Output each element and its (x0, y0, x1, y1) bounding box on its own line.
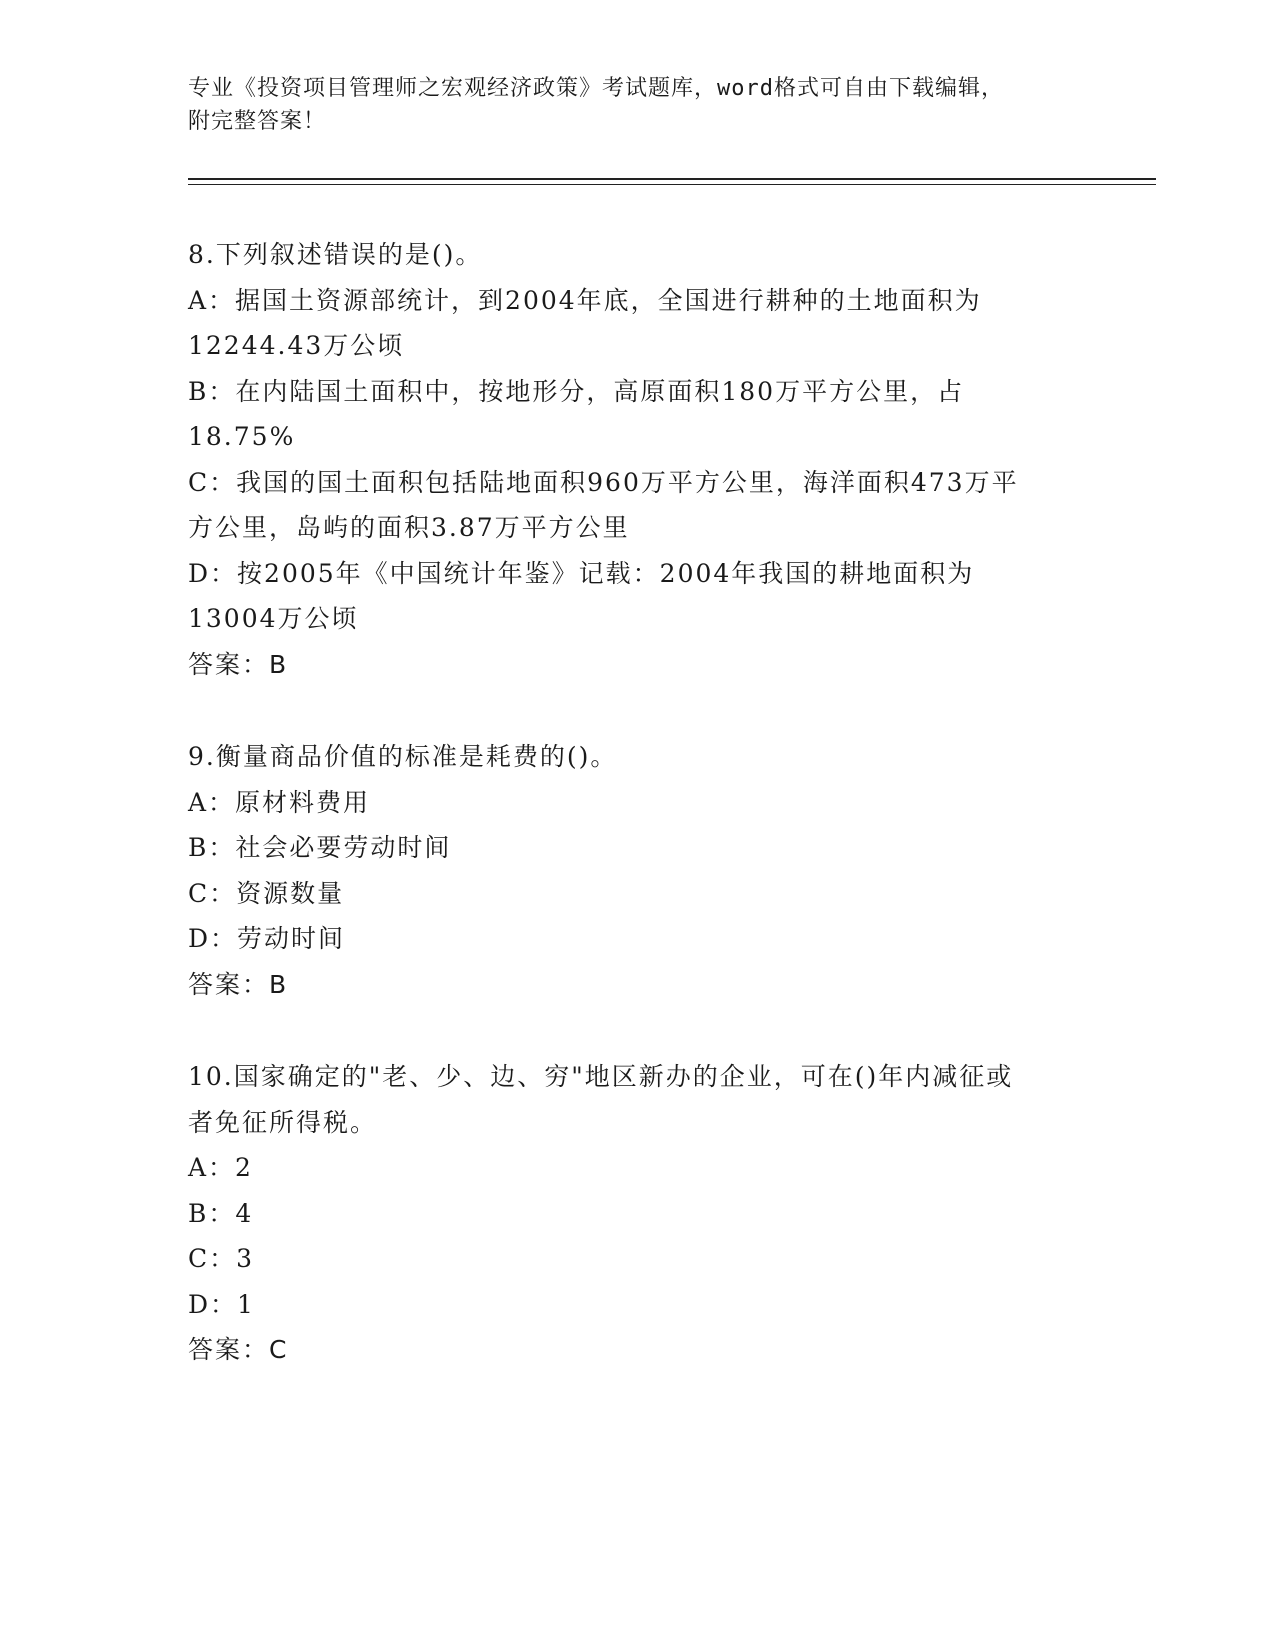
option-a: A：2 (188, 1153, 253, 1182)
answer-label: 答案：B (188, 969, 289, 999)
header-line-2: 附完整答案！ (188, 109, 327, 134)
option-d: D：1 (188, 1289, 255, 1319)
option-text: B：在内陆国土面积中，按地形分，高原面积180万平方公里，占 (188, 376, 965, 406)
option-text: 12244.43万公顷 (188, 331, 405, 360)
header-divider-bottom (188, 184, 1156, 185)
answer-label: 答案：B (188, 649, 289, 679)
option-d (188, 551, 1088, 642)
option-c: C：资源数量 (188, 878, 345, 908)
question-list (188, 232, 1088, 1373)
document-header (188, 72, 1068, 138)
option-text: D：按2005年《中国统计年鉴》记载：2004年我国的耕地面积为 (188, 558, 975, 588)
header-line-1: 专业《投资项目管理师之宏观经济政策》考试题库，word格式可自由下载编辑， (188, 76, 1004, 101)
option-b: B：社会必要劳动时间 (188, 833, 452, 862)
option-b: B：4 (188, 1198, 254, 1228)
spacer (188, 1007, 1088, 1054)
option-text: A：据国土资源部统计，到2004年底，全国进行耕种的土地面积为 (188, 285, 982, 315)
option-text: 方公里，岛屿的面积3.87万平方公里 (188, 513, 630, 542)
question-10 (188, 1054, 1088, 1373)
option-c: C：3 (188, 1244, 255, 1273)
question-9 (188, 734, 1088, 1007)
option-d: D：劳动时间 (188, 924, 346, 953)
option-a (188, 278, 1088, 369)
option-text: C：我国的国土面积包括陆地面积960万平方公里，海洋面积473万平 (188, 467, 1019, 497)
question-stem: 9.衡量商品价值的标准是耗费的()。 (188, 742, 618, 771)
header-divider-top (188, 178, 1156, 180)
question-stem: 10.国家确定的"老、少、边、穷"地区新办的企业，可在()年内减征或 (188, 1062, 1014, 1091)
option-text: 13004万公顷 (188, 604, 359, 633)
option-text: 18.75% (188, 422, 296, 451)
option-a: A：原材料费用 (188, 787, 371, 817)
question-stem-continued: 者免征所得税。 (188, 1107, 378, 1137)
question-stem: 8.下列叙述错误的是()。 (188, 240, 483, 269)
option-c (188, 460, 1088, 551)
spacer (188, 687, 1088, 734)
option-b (188, 369, 1088, 460)
question-8 (188, 232, 1088, 687)
answer-label: 答案：C (188, 1335, 289, 1364)
